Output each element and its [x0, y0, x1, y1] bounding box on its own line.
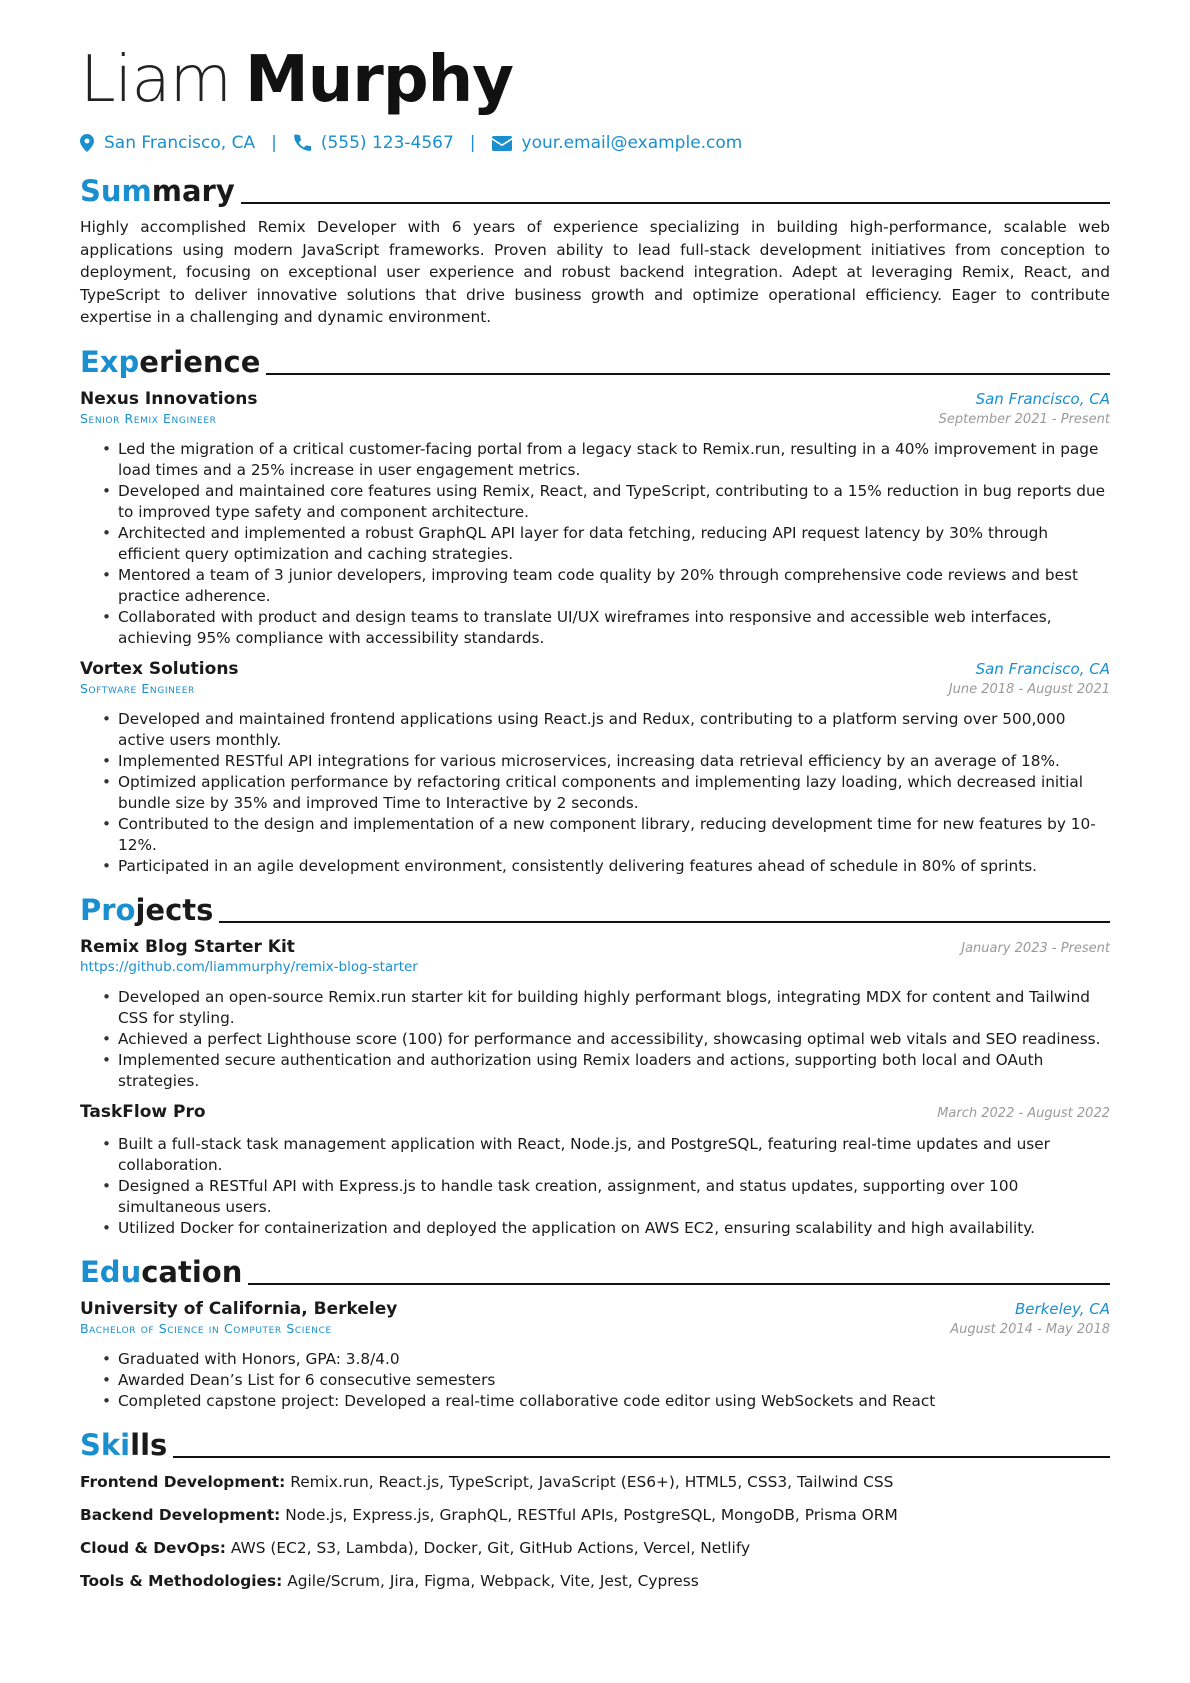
project-bullets — [80, 987, 1110, 1092]
title-rest: lls — [130, 1427, 168, 1462]
project-name: TaskFlow Pro — [80, 1101, 206, 1122]
skill-label: Backend Development: — [80, 1505, 281, 1524]
list-item: • Designed a RESTful API with Express.js to handle task creation, assignment, and status updates, supporting over 100 simultaneous users. — [118, 1176, 1110, 1218]
list-item: • Graduated with Honors, GPA: 3.8/4.0 — [118, 1349, 1110, 1370]
skill-value: Remix.run, React.js, TypeScript, JavaScript (ES6+), HTML5, CSS3, Tailwind CSS — [290, 1472, 894, 1491]
list-item: • Built a full-stack task management application with React, Node.js, and PostgreSQL, featuring real-time updates and user collaboration. — [118, 1134, 1110, 1176]
list-item: • Optimized application performance by refactoring critical components and implementing lazy loading, which decreased initial bundle size by 35% and improved Time to Interactive by 2 seconds. — [118, 772, 1110, 814]
job-entry — [80, 659, 1110, 877]
email-link: your.email@example.com — [521, 133, 743, 153]
list-item: • Contributed to the design and implementation of a new component library, reducing development time for new features by 10-12%. — [118, 814, 1110, 856]
list-item: • Led the migration of a critical customer-facing portal from a legacy stack to Remix.run, resulting in a 40% improvement in page load times and a 25% increase in user engagement metrics. — [118, 439, 1110, 481]
map-pin-icon — [80, 134, 94, 152]
title-highlight: Edu — [80, 1254, 142, 1289]
education-dates: August 2014 - May 2018 — [950, 1321, 1110, 1337]
job-dates: June 2018 - August 2021 — [948, 681, 1110, 697]
project-link[interactable]: https://github.com/liammurphy/remix-blog-starter — [80, 958, 418, 975]
title-rest: mary — [151, 174, 235, 208]
job-entry — [80, 389, 1110, 649]
project-entry — [80, 1102, 1110, 1239]
contact-bar — [80, 128, 1110, 158]
title-highlight: Pro — [80, 892, 136, 927]
section-title — [80, 1255, 242, 1289]
list-item: • Participated in an agile development environment, consistently delivering features ahead of schedule in 80% of sprints. — [118, 856, 1110, 877]
contact-separator: | — [469, 133, 476, 153]
contact-phone[interactable] — [293, 133, 454, 153]
skill-row — [80, 1505, 1110, 1525]
education-heading — [80, 1249, 1110, 1289]
section-title — [80, 1428, 167, 1462]
school-name: University of California, Berkeley — [80, 1298, 398, 1319]
list-item: • Collaborated with product and design teams to translate UI/UX wireframes into responsive and accessible web interfaces, achieving 95% compliance with accessibility standards. — [118, 607, 1110, 649]
title-rest: jects — [135, 892, 214, 927]
phone-text: (555) 123-4567 — [320, 133, 454, 153]
skills-list — [80, 1472, 1110, 1591]
list-item: • Mentored a team of 3 junior developers, improving team code quality by 20% through comprehensive code reviews and best practice adherence. — [118, 565, 1110, 607]
skill-row — [80, 1472, 1110, 1492]
section-rule — [266, 373, 1110, 375]
project-dates: January 2023 - Present — [961, 940, 1110, 956]
skill-value: Node.js, Express.js, GraphQL, RESTful APIs, PostgreSQL, MongoDB, Prisma ORM — [285, 1505, 898, 1524]
list-item: • Developed and maintained core features using Remix, React, and TypeScript, contributing to a 15% reduction in bug reports due to improved type safety and component architecture. — [118, 481, 1110, 523]
projects-heading — [80, 887, 1110, 927]
contact-email[interactable] — [492, 133, 743, 153]
title-highlight: Sum — [80, 174, 152, 208]
project-dates: March 2022 - August 2022 — [937, 1105, 1110, 1121]
job-dates: September 2021 - Present — [938, 411, 1110, 427]
contact-separator: | — [271, 133, 277, 153]
section-title — [80, 174, 235, 208]
job-location: San Francisco, CA — [975, 389, 1110, 408]
experience-heading — [80, 339, 1110, 379]
section-rule — [241, 202, 1110, 204]
skill-label: Frontend Development: — [80, 1472, 286, 1491]
list-item: • Achieved a perfect Lighthouse score (100) for performance and accessibility, showcasing optimal web vitals and SEO readiness. — [118, 1029, 1110, 1050]
list-item: • Architected and implemented a robust GraphQL API layer for data fetching, reducing API request latency by 30% through efficient query optimization and caching strategies. — [118, 523, 1110, 565]
first-name: Liam — [80, 43, 231, 117]
job-role: Software Engineer — [80, 680, 195, 696]
company-name: Nexus Innovations — [80, 388, 258, 409]
list-item: • Utilized Docker for containerization and deployed the application on AWS EC2, ensuring scalability and high availability. — [118, 1218, 1110, 1239]
job-bullets — [80, 439, 1110, 649]
summary-text: Highly accomplished Remix Developer with 6 years of experience specializing in building high-performance, scalable web applications using modern JavaScript frameworks. Proven ability to lead full-stack development initiatives from conception to deployment, focusing on exceptional user experience and robust backend integration. Adept at leveraging Remix, React, and TypeScript to deliver innovative solutions that drive business growth and optimize operational efficiency. Eager to contribute expertise in a challenging and dynamic environment. — [80, 218, 1110, 327]
list-item: • Developed an open-source Remix.run starter kit for building highly performant blogs, integrating MDX for content and Tailwind CSS for styling. — [118, 987, 1110, 1029]
list-item: • Implemented RESTful API integrations for various microservices, increasing data retrieval efficiency by an average of 18%. — [118, 751, 1110, 772]
section-rule — [219, 921, 1110, 923]
contact-location — [80, 133, 255, 153]
skill-value: Agile/Scrum, Jira, Figma, Webpack, Vite, Jest, Cypress — [287, 1571, 699, 1590]
company-name: Vortex Solutions — [80, 658, 239, 679]
education-entry — [80, 1299, 1110, 1412]
skill-value: AWS (EC2, S3, Lambda), Docker, Git, GitHub Actions, Vercel, Netlify — [230, 1538, 751, 1557]
title-rest: erience — [139, 344, 261, 379]
envelope-icon — [492, 136, 512, 151]
section-rule — [248, 1283, 1110, 1285]
title-rest: cation — [141, 1254, 243, 1289]
list-item: • Developed and maintained frontend applications using React.js and Redux, contributing to a platform serving over 500,000 active users monthly. — [118, 709, 1110, 751]
section-title — [80, 345, 260, 379]
title-highlight: Ski — [80, 1427, 131, 1462]
list-item: • Awarded Dean’s List for 6 consecutive semesters — [118, 1370, 1110, 1391]
project-name: Remix Blog Starter Kit — [80, 936, 295, 957]
skill-label: Cloud & DevOps: — [80, 1538, 226, 1557]
skills-heading — [80, 1422, 1110, 1462]
phone-icon — [293, 134, 311, 152]
skill-row — [80, 1571, 1110, 1591]
school-location: Berkeley, CA — [1015, 1299, 1110, 1318]
education-bullets — [80, 1349, 1110, 1412]
candidate-name — [80, 40, 1110, 120]
summary-heading — [80, 168, 1110, 208]
project-bullets — [80, 1134, 1110, 1239]
last-name: Murphy — [245, 43, 513, 117]
title-highlight: Exp — [80, 344, 140, 379]
section-rule — [173, 1456, 1110, 1458]
job-location: San Francisco, CA — [975, 659, 1110, 678]
project-entry — [80, 937, 1110, 1092]
skill-row — [80, 1538, 1110, 1558]
list-item: • Completed capstone project: Developed a real-time collaborative code editor using WebSockets and React — [118, 1391, 1110, 1412]
job-bullets — [80, 709, 1110, 877]
degree: Bachelor of Science in Computer Science — [80, 1320, 332, 1336]
job-role: Senior Remix Engineer — [80, 410, 217, 426]
list-item: • Implemented secure authentication and authorization using Remix loaders and actions, supporting both local and OAuth strategies. — [118, 1050, 1110, 1092]
location-text: San Francisco, CA — [104, 133, 256, 153]
skill-label: Tools & Methodologies: — [80, 1571, 283, 1590]
section-title — [80, 893, 213, 927]
